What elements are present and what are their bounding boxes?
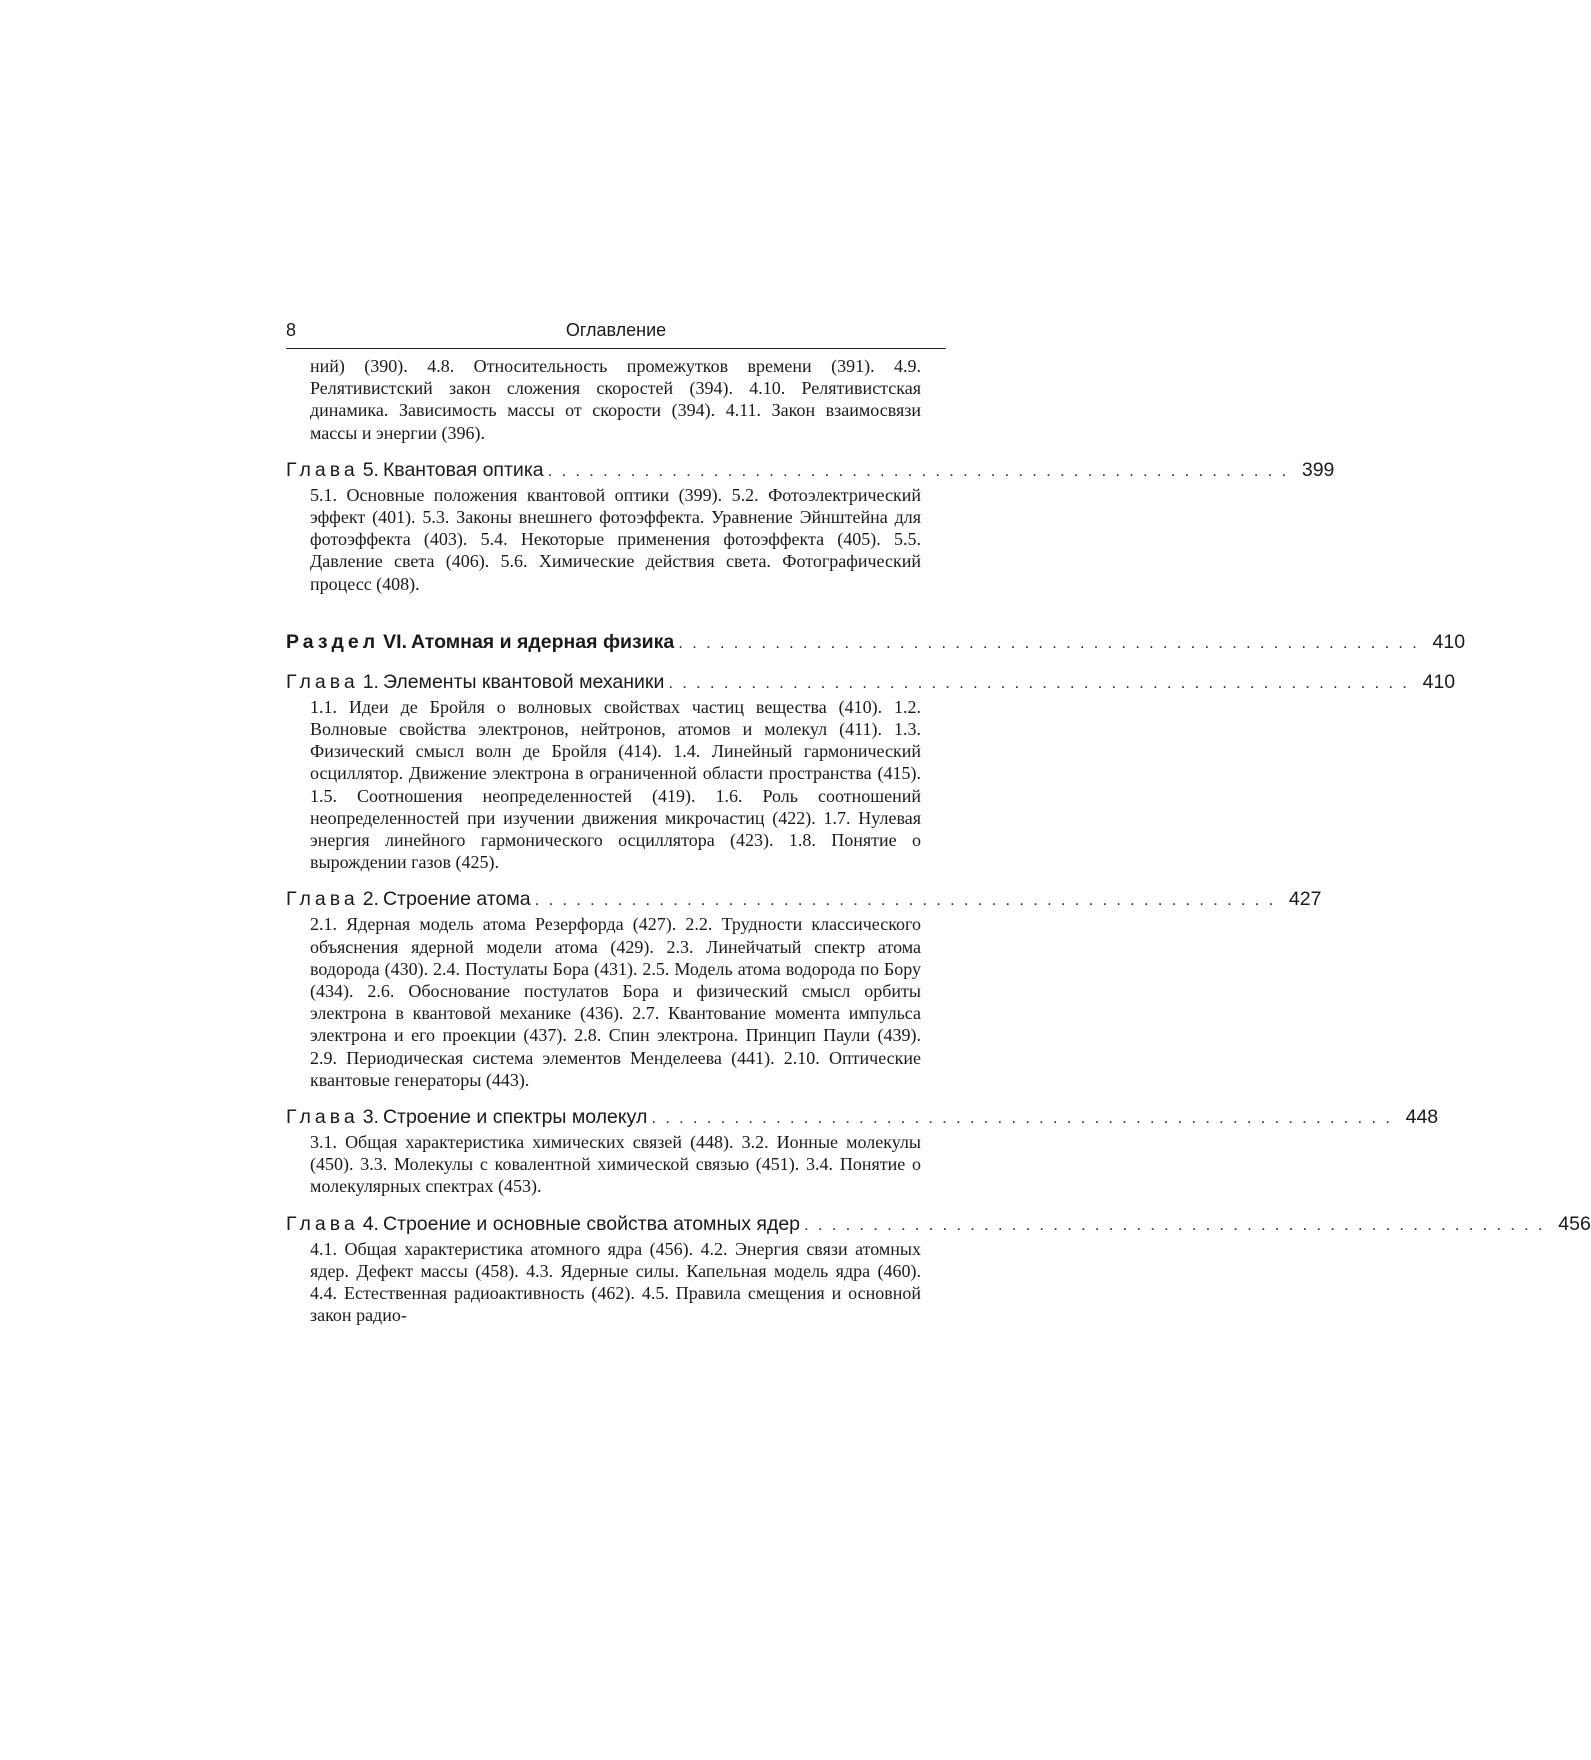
leader-dots: . . . . . . . . . . . . . . . . . . . . . . . . . . . . . . . . . . . . . . . . . . . . . . . . . . . . . .	[547, 460, 1289, 480]
entry-title: Квантовая оптика	[382, 458, 544, 481]
leader-dots: . . . . . . . . . . . . . . . . . . . . . . . . . . . . . . . . . . . . . . . . . . . . . . . . . . . . . .	[678, 632, 1420, 652]
entry-number: 2.	[362, 888, 379, 911]
entry-number: 5.	[362, 458, 379, 481]
toc-entry-chapter-2[interactable]	[286, 886, 1322, 913]
entry-description: 1.1. Идеи де Бройля о волновых свойствах частиц вещества (410). 1.2. Волновые свойства электронов, нейтронов, атомов и молекул (411). 1.3. Физический смысл волн де Бройля (414). 1.4. Линейный гармонический осциллятор. Движение электрона в ограниченной области пространства (415). 1.5. Соотношения неопределенностей (419). 1.6. Роль соотношений неопределенностей при изучении движения микрочастиц (422). 1.7. Нулевая энергия линейного гармонического осциллятора (423). 1.8. Понятие о вырождении газов (425).	[310, 696, 921, 873]
running-header	[286, 320, 946, 349]
leader-dots: . . . . . . . . . . . . . . . . . . . . . . . . . . . . . . . . . . . . . . . . . . . . . . . . . . . . . .	[804, 1214, 1545, 1234]
entry-number: 4.	[362, 1212, 379, 1235]
leader-dots: . . . . . . . . . . . . . . . . . . . . . . . . . . . . . . . . . . . . . . . . . . . . . . . . . . . . . .	[668, 672, 1410, 692]
entry-page: 427	[1288, 888, 1322, 911]
toc-entry-chapter-3[interactable]	[286, 1104, 1439, 1131]
entry-title: Строение и спектры молекул	[382, 1106, 648, 1129]
entry-label: Раздел	[286, 630, 380, 653]
entry-label: Глава	[286, 888, 359, 911]
entry-page: 448	[1405, 1106, 1439, 1129]
entry-page: 399	[1301, 458, 1335, 481]
entry-title: Строение и основные свойства атомных ядер	[382, 1212, 801, 1235]
entry-label: Глава	[286, 458, 359, 481]
leader-dots: . . . . . . . . . . . . . . . . . . . . . . . . . . . . . . . . . . . . . . . . . . . . . . . . . . . . . .	[651, 1108, 1393, 1128]
toc-entry-chapter-4[interactable]	[286, 1211, 1591, 1238]
entry-label: Глава	[286, 1106, 359, 1129]
entry-page: 456	[1558, 1212, 1591, 1235]
entry-page: 410	[1432, 630, 1466, 653]
entry-page: 410	[1422, 670, 1456, 693]
entry-number: 3.	[362, 1106, 379, 1129]
entry-title: Элементы квантовой механики	[382, 670, 665, 693]
entry-description: 2.1. Ядерная модель атома Резерфорда (427). 2.2. Трудности классического объяснения ядерной модели атома (429). 2.3. Линейчатый спектр атома водорода (430). 2.4. Постулаты Бора (431). 2.5. Модель атома водорода по Бору (434). 2.6. Обоснование постулатов Бора и физический смысл орбиты электрона в квантовой механике (436). 2.7. Квантование момента импульса электрона и его проекции (437). 2.8. Спин электрона. Принцип Паули (439). 2.9. Периодическая система элементов Менделеева (441). 2.10. Оптические квантовые генераторы (443).	[310, 914, 921, 1090]
entry-description: 4.1. Общая характеристика атомного ядра (456). 4.2. Энергия связи атомных ядер. Дефект массы (458). 4.3. Ядерные силы. Капельная модель ядра (460). 4.4. Естественная радиоактивность (462). 4.5. Правила смещения и основной закон радио-	[310, 1238, 921, 1326]
page-number: 8	[286, 320, 297, 340]
entry-description: 5.1. Основные положения квантовой оптики (399). 5.2. Фотоэлектрический эффект (401). 5.3. Законы внешнего фотоэффекта. Уравнение Эйнштейна для фотоэффекта (403). 5.4. Некоторые применения фотоэффекта (405). 5.5. Давление света (406). 5.6. Химические действия света. Фотографический процесс (408).	[310, 484, 921, 594]
entry-number: VI.	[383, 630, 407, 653]
running-title: Оглавление	[565, 320, 667, 340]
continuation-text: ний) (390). 4.8. Относительность промежутков времени (391). 4.9. Релятивистский закон сложения скоростей (394). 4.10. Релятивистская динамика. Зависимость массы от скорости (394). 4.11. Закон взаимосвязи массы и энергии (396).	[310, 356, 921, 443]
entry-label: Глава	[286, 670, 359, 693]
entry-label: Глава	[286, 1212, 359, 1235]
entry-description: 3.1. Общая характеристика химических связей (448). 3.2. Ионные молекулы (450). 3.3. Молекулы с ковалентной химической связью (451). 3.4. Понятие о молекулярных спектрах (453).	[310, 1132, 921, 1197]
entry-title: Атомная и ядерная физика	[410, 630, 675, 653]
toc-entry-chapter-5[interactable]	[286, 457, 1335, 484]
entry-number: 1.	[362, 670, 379, 693]
leader-dots: . . . . . . . . . . . . . . . . . . . . . . . . . . . . . . . . . . . . . . . . . . . . . . . . . . . . . .	[534, 890, 1276, 910]
entry-title: Строение атома	[382, 888, 531, 911]
toc-page	[286, 320, 1591, 1327]
toc-entry-chapter-1[interactable]	[286, 669, 1456, 696]
toc-entry-section-6[interactable]	[286, 629, 1466, 656]
